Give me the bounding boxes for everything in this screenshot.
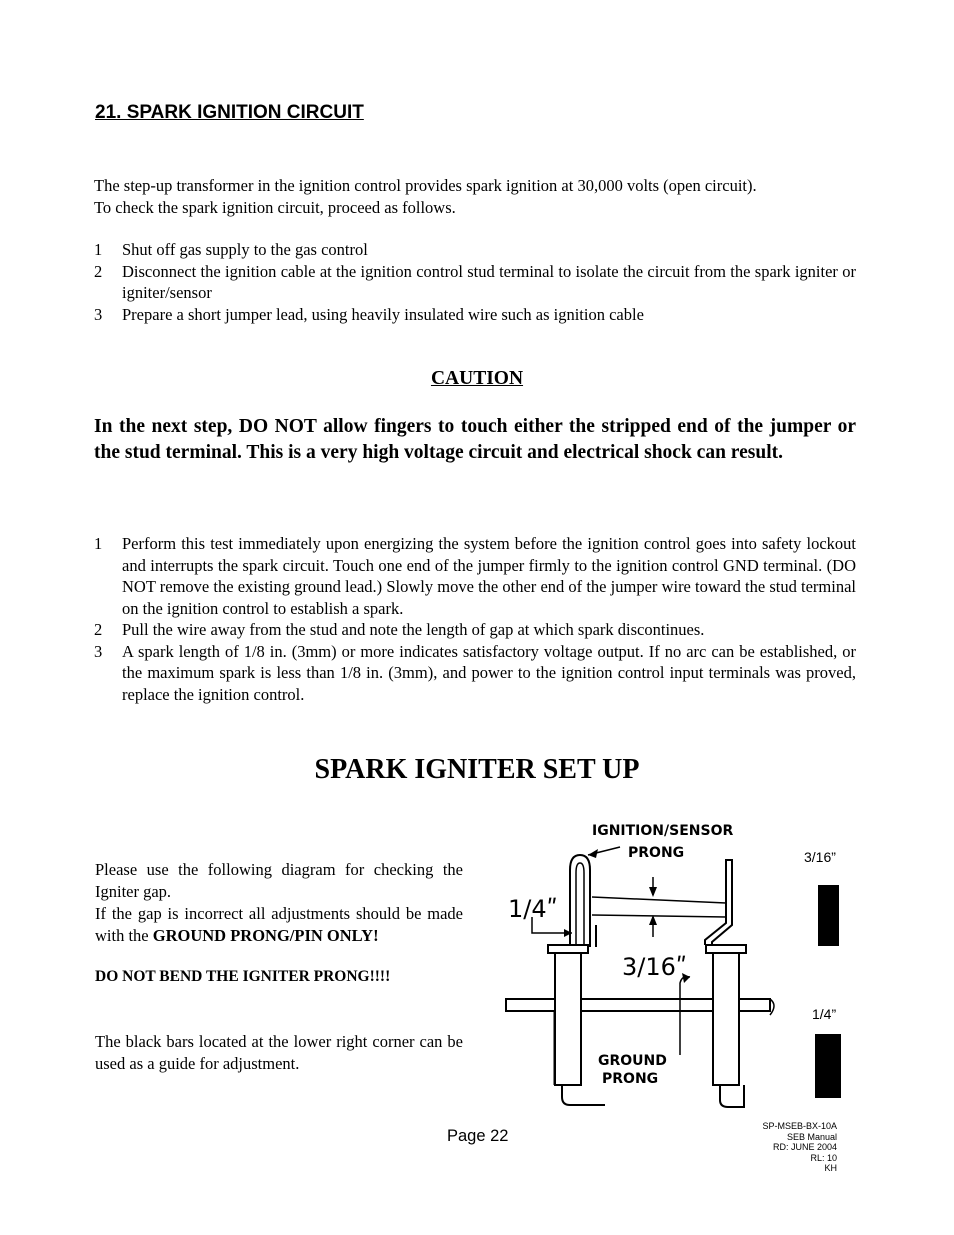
list-item-number: 3 bbox=[94, 641, 103, 661]
list-item-text: Prepare a short jumper lead, using heavily insulated wire such as ignition cable bbox=[122, 304, 644, 324]
caution-title: CAUTION bbox=[430, 368, 524, 389]
diagram-instructions bbox=[95, 859, 463, 947]
list-item bbox=[94, 619, 856, 641]
steps-list-a bbox=[94, 239, 856, 325]
list-item-number: 1 bbox=[94, 534, 103, 553]
intro-line-1: The step-up transformer in the ignition control provides spark ignition at 30,000 volts (open circuit). bbox=[94, 176, 757, 195]
list-item-text: Shut off gas supply to the gas control bbox=[122, 240, 368, 259]
doc-release-date: RD: JUNE 2004 bbox=[772, 1142, 837, 1152]
ignition-sensor-prong bbox=[570, 855, 590, 945]
list-item-number: 1 bbox=[94, 240, 103, 259]
list-item-number: 2 bbox=[94, 620, 103, 639]
gauge-label-3-16: 3/16” bbox=[804, 849, 836, 865]
right-insulator bbox=[713, 945, 739, 1085]
page-number: Page 22 bbox=[447, 1127, 509, 1145]
label-ground-prong: PRONG bbox=[602, 1071, 659, 1087]
intro-paragraph bbox=[94, 175, 856, 219]
label-ignition-prong: PRONG bbox=[628, 845, 685, 861]
instruction-paragraph-2 bbox=[95, 903, 463, 947]
ground-prong-emphasis: GROUND PRONG/PIN ONLY! bbox=[152, 926, 379, 945]
list-item-number: 3 bbox=[94, 304, 103, 324]
list-item-number: 2 bbox=[94, 261, 103, 281]
caution-text: In the next step, DO NOT allow fingers to touch either the stripped end of the jumper or the stud terminal. This is a very high voltage circuit and electrical shock can result. bbox=[94, 416, 856, 463]
gauge-label-1-4: 1/4” bbox=[812, 1006, 837, 1022]
list-item-text: Disconnect the ignition cable at the ignition control stud terminal to isolate the circuit from the spark igniter or igniter/sensor bbox=[122, 261, 856, 302]
label-ground: GROUND bbox=[598, 1053, 667, 1069]
instruction-text: If the gap is incorrect all adjustments should be made with the bbox=[95, 904, 463, 945]
intro-line-2: To check the spark ignition circuit, proceed as follows. bbox=[94, 198, 456, 217]
steps-list-b bbox=[94, 533, 856, 705]
list-item bbox=[94, 239, 856, 261]
gauge-bar-3-16 bbox=[818, 885, 839, 946]
spark-igniter-title: SPARK IGNITER SET UP bbox=[314, 754, 640, 785]
instruction-paragraph-1: Please use the following diagram for checking the Igniter gap. bbox=[95, 860, 463, 901]
doc-revision: RL: 10 bbox=[810, 1152, 837, 1163]
left-lead bbox=[562, 1085, 605, 1105]
list-item-text: Perform this test immediately upon energizing the system before the ignition control goes into safety lockout and interrupts the spark circuit. Touch one end of the jumper firmly to the ignition control GND terminal. (DO NOT remove the existing ground lead.) Slowly move the other end of the jumper wire toward the stud terminal on the ignition control to establish a spark. bbox=[122, 534, 856, 618]
doc-initials: KH bbox=[824, 1163, 837, 1173]
left-insulator bbox=[555, 945, 581, 1085]
list-item bbox=[94, 304, 856, 326]
gauge-bar-1-4 bbox=[815, 1034, 841, 1098]
section-heading: 21. SPARK IGNITION CIRCUIT bbox=[95, 102, 364, 123]
igniter-diagram bbox=[500, 815, 790, 1115]
label-quarter-inch: 1/4ʺ bbox=[508, 895, 558, 923]
do-not-bend-warning: DO NOT BEND THE IGNITER PRONG!!!! bbox=[95, 968, 391, 985]
label-ignition-sensor: IGNITION/SENSOR bbox=[592, 823, 734, 839]
doc-code: SP-MSEB-BX-10A bbox=[762, 1121, 837, 1131]
list-item bbox=[94, 533, 856, 619]
doc-manual: SEB Manual bbox=[786, 1131, 837, 1142]
list-item bbox=[94, 641, 856, 706]
list-item-text: Pull the wire away from the stud and note the length of gap at which spark discontinues. bbox=[122, 620, 705, 639]
list-item-text: A spark length of 1/8 in. (3mm) or more indicates satisfactory voltage output. If no arc can be established, or the maximum spark is less than 1/8 in. (3mm), and power to the ignition control input terminals was proved, replace the ignition control. bbox=[122, 641, 856, 704]
label-three-sixteenth-inch: 3/16ʺ bbox=[622, 953, 687, 981]
black-bars-note: The black bars located at the lower right corner can be used as a guide for adjustment. bbox=[95, 1032, 463, 1073]
document-info bbox=[762, 1121, 837, 1174]
right-lead bbox=[720, 1085, 744, 1107]
list-item bbox=[94, 261, 856, 304]
